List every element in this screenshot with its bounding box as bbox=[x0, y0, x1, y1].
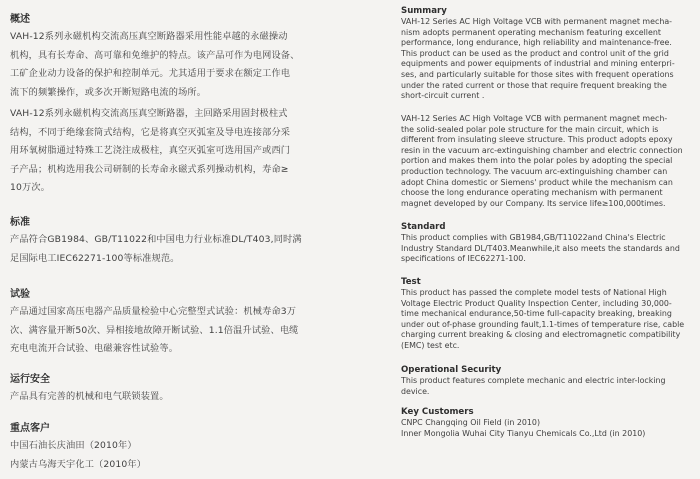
en-test-text: This product has passed the complete model tests of National High Voltage Electric Product Quality Inspection Center, including 30,000- time mechanical endurance,50-time full-capacity breaking, breaking under out of-phase grounding fault,1.1-times of temperature rise, cable charging current breaking & closing and electromagnetic compatibility (EMC) test etc. bbox=[401, 288, 685, 350]
cn-standard-section bbox=[10, 213, 340, 268]
cn-test-section bbox=[10, 285, 340, 359]
en-summary-section bbox=[401, 6, 693, 102]
en-safety-section bbox=[401, 365, 693, 397]
cn-overview-paragraph-2: VAH-12系列永磁机构交流高压真空断路器，主回路采用固封极柱式 结构，不同于绝缘套筒式结构，它是将真空灭弧室及导电连接部分采 用环氧树脂通过特殊工艺浇注成极柱，真空灭弧室可选用国产或西门 子产品；机构选用我公司研制的长寿命永磁式系列操动机构，寿命≥ 10万次。 bbox=[10, 108, 291, 194]
cn-safety-section bbox=[10, 370, 340, 407]
cn-standard-heading: 标准 bbox=[10, 217, 30, 228]
cn-safety-heading: 运行安全 bbox=[10, 374, 50, 385]
en-summary-heading: Summary bbox=[401, 6, 447, 16]
list-item: Inner Mongolia Wuhai City Tianyu Chemicals Co.,Ltd (in 2010) bbox=[401, 428, 646, 438]
list-item: 中国石油长庆油田（2010年） bbox=[10, 440, 137, 451]
en-summary-paragraph-1: VAH-12 Series AC High Voltage VCB with permanent magnet mecha- nism adopts permanent operating mechanism featuring excellent performance, long endurance, high reliability and maintenance-free. This product can be used as the product and control unit of the grid equipments and power equipments of industrial and mining enterpri- ses, and particularly suitable for those sites with frequent operations under the rated current or those that require frequent breaking the short-circuit current . bbox=[401, 17, 675, 101]
cn-test-heading: 试验 bbox=[10, 289, 30, 300]
en-standard-heading: Standard bbox=[401, 222, 446, 232]
cn-test-text: 产品通过国家高压电器产品质量检验中心完整型式试验：机械寿命3万 次、满容量开断50次、异相接地故障开断试验、1.1倍温升试验、电缆 充电电流开合试验、电磁兼容性试验等。 bbox=[10, 306, 299, 355]
en-test-heading: Test bbox=[401, 277, 421, 287]
list-item: CNPC Changqing Oil Field (in 2010) bbox=[401, 418, 541, 427]
cn-overview-heading: 概述 bbox=[10, 14, 30, 25]
cn-customers-list bbox=[10, 437, 340, 474]
en-safety-text: This product features complete mechanic and electric inter-locking device. bbox=[401, 376, 666, 396]
en-standard-section bbox=[401, 222, 693, 265]
cn-safety-text: 产品具有完善的机械和电气联锁装置。 bbox=[10, 391, 169, 402]
cn-overview-section bbox=[10, 10, 340, 102]
list-item: 内蒙古乌海天宇化工（2010年） bbox=[10, 458, 147, 470]
en-test-section bbox=[401, 277, 693, 352]
en-customers-heading: Key Customers bbox=[401, 407, 474, 417]
cn-standard-text: 产品符合GB1984、GB/T11022和中国电力行业标准DL/T403,同时满 足国际电工IEC62271-100等标准规范。 bbox=[10, 234, 302, 264]
cn-customers-heading: 重点客户 bbox=[10, 423, 50, 434]
cn-overview-paragraph-1: VAH-12系列永磁机构交流高压真空断路器采用性能卓越的永磁操动 机构，具有长寿命、高可靠和免维护的特点。该产品可作为电网设备、 工矿企业动力设备的保护和控制单元。尤其适用于要求在额定工作电 流下的频繁操作，或多次开断短路电流的场所。 bbox=[10, 31, 300, 98]
cn-customers-section bbox=[10, 419, 340, 474]
en-customers-list bbox=[401, 418, 693, 439]
en-customers-section bbox=[401, 407, 693, 439]
en-summary-paragraph-2: VAH-12 Series AC High Voltage VCB with permanent magnet mech- the solid-sealed polar pole structure for the main circuit, which is different from insulating sleeve structure. This product adopts epoxy resin in the vacuum arc-extinguishing chamber and electric connection portion and makes them into the polar poles by adopting the special production technology. The vacuum arc-extinguishing chamber can adopt China domestic or Siemens' product while the mechanism can choose the long endurance operating mechanism with permanent magnet developed by our Company. Its service life≥100,000times. bbox=[401, 114, 683, 208]
en-safety-heading: Operational Security bbox=[401, 365, 502, 375]
en-standard-text: This product complies with GB1984,GB/T11022and China's Electric Industry Standard DL/T403.Meanwhile,it also meets the standards and specifications of IEC62271-100. bbox=[401, 233, 680, 264]
